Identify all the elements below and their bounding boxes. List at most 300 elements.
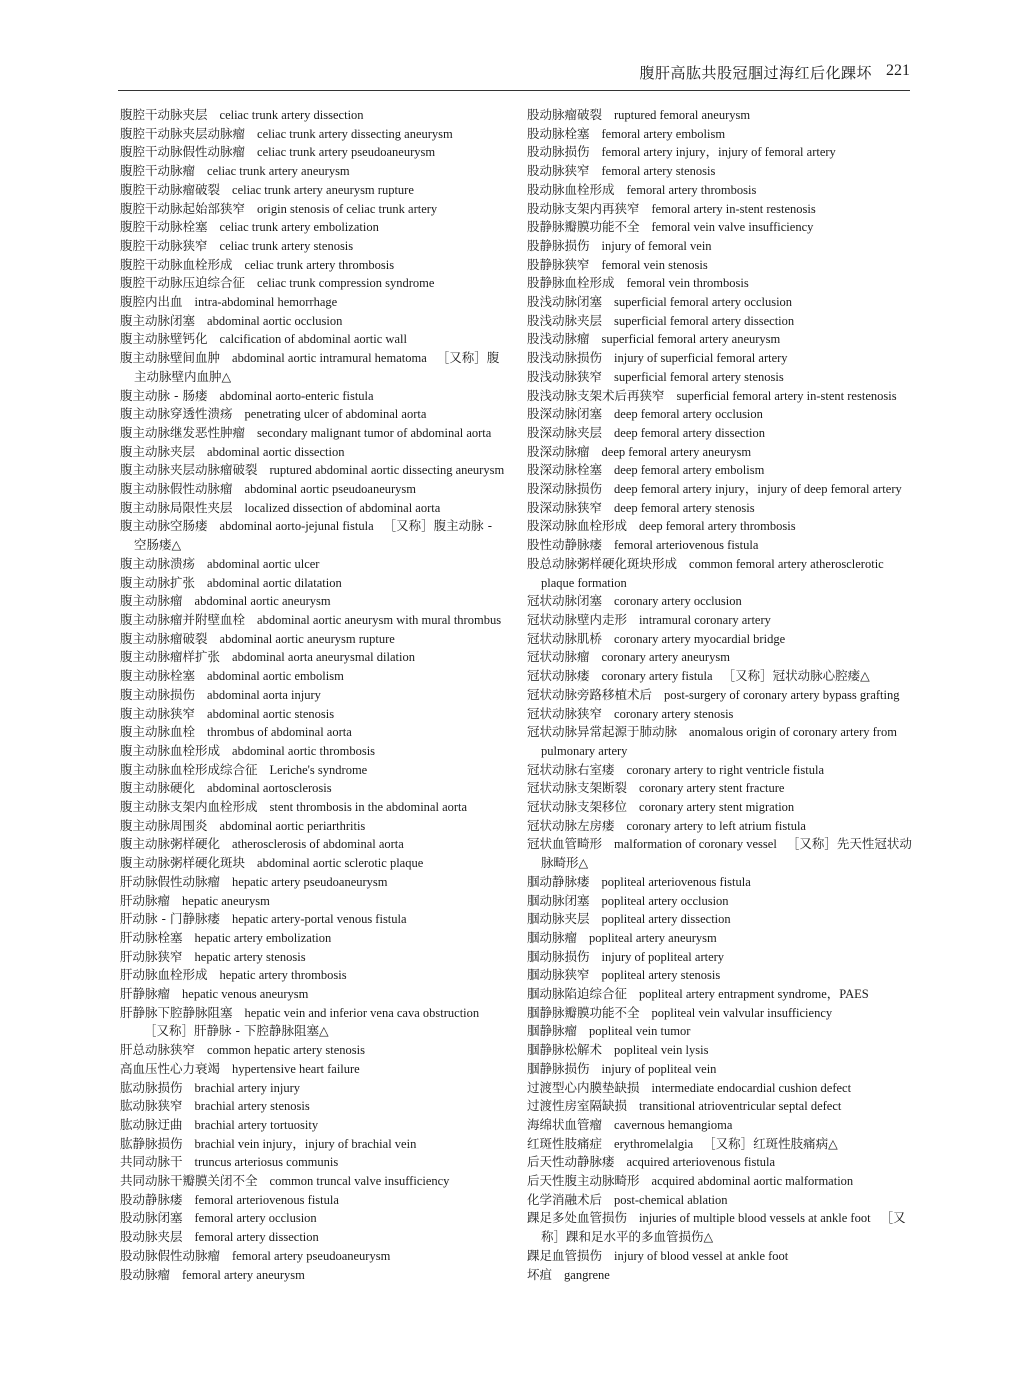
term-english: intra-abdominal hemorrhage (194, 295, 338, 310)
glossary-entry (527, 648, 915, 667)
glossary-entry (120, 985, 508, 1004)
glossary-entry (120, 162, 508, 181)
term-chinese: 肝动脉瘤 (120, 892, 171, 908)
term-chinese: 共同动脉干 (120, 1154, 183, 1170)
term-chinese: 腹主动脉溃疡 (120, 555, 196, 571)
term-chinese: 股性动静脉瘘 (527, 537, 603, 553)
glossary-entry (527, 256, 915, 275)
term-chinese: 股动脉损伤 (527, 144, 590, 160)
term-english: coronary artery fistula (601, 669, 713, 684)
term-english: injury of femoral vein (601, 238, 712, 253)
term-chinese: 腹腔干动脉栓塞 (120, 219, 208, 235)
term-chinese: 腘动静脉瘘 (527, 873, 590, 889)
term-chinese: 股静脉损伤 (527, 237, 590, 253)
glossary-entry (527, 143, 915, 162)
term-english: coronary artery stent fracture (639, 781, 785, 796)
term-chinese: 腘静脉松解术 (527, 1042, 603, 1058)
term-chinese: 肱静脉损伤 (120, 1135, 183, 1151)
glossary-entry (120, 181, 508, 200)
term-english: femoral artery embolism (601, 126, 726, 141)
term-english: deep femoral artery embolism (614, 463, 765, 478)
glossary-entry (120, 1135, 508, 1154)
glossary-entry (527, 1153, 915, 1172)
term-english: injury of superficial femoral artery (614, 351, 788, 366)
term-chinese: 股浅动脉狭窄 (527, 368, 603, 384)
glossary-entry (120, 817, 508, 836)
term-english: popliteal vein lysis (614, 1043, 709, 1058)
term-chinese: 股深动脉夹层 (527, 424, 603, 440)
term-english: post-surgery of coronary artery bypass grafting (664, 687, 900, 702)
glossary-entry (527, 330, 915, 349)
glossary-entry (120, 1041, 508, 1060)
term-english: abdominal aortic ulcer (207, 556, 320, 571)
term-chinese: 腹腔干动脉瘤破裂 (120, 181, 221, 197)
glossary-entry (120, 1247, 508, 1266)
glossary-entry (120, 555, 508, 574)
glossary-entry (527, 892, 915, 911)
term-chinese: 股浅动脉瘤 (527, 331, 590, 347)
term-chinese: 腹腔干动脉起始部狭窄 (120, 200, 246, 216)
term-english: coronary artery stent migration (639, 800, 795, 815)
glossary-entry (527, 218, 915, 237)
term-synonym: ［又称］踝和足水平的多血管损伤△ (541, 1210, 906, 1245)
term-english: atherosclerosis of abdominal aorta (232, 837, 404, 852)
glossary-entry (120, 218, 508, 237)
term-english: hepatic aneurysm (182, 893, 270, 908)
glossary-entry (527, 125, 915, 144)
glossary-entry (120, 106, 508, 125)
glossary-entry (120, 1209, 508, 1228)
term-chinese: 过渡型心内膜垫缺损 (527, 1079, 640, 1095)
term-english: femoral artery in-stent restenosis (651, 201, 816, 216)
glossary-entry (527, 611, 915, 630)
term-english: cavernous hemangioma (614, 1117, 733, 1132)
term-english: femoral artery injury，injury of femoral artery (601, 145, 836, 160)
term-chinese: 股动静脉瘘 (120, 1191, 183, 1207)
term-chinese: 腹主动脉栓塞 (120, 668, 196, 684)
glossary-entry (120, 742, 508, 761)
term-chinese: 腹主动脉瘤破裂 (120, 630, 208, 646)
term-chinese: 高血压性心力衰竭 (120, 1060, 221, 1076)
term-english: popliteal vein valvular insufficiency (651, 1005, 833, 1020)
term-chinese: 腹主动脉夹层动脉瘤破裂 (120, 462, 258, 478)
glossary-entry (527, 443, 915, 462)
term-chinese: 肱动脉狭窄 (120, 1098, 183, 1114)
term-english: celiac trunk artery thrombosis (244, 257, 395, 272)
term-english: acquired abdominal aortic malformation (651, 1174, 854, 1189)
glossary-entry (527, 1041, 915, 1060)
term-chinese: 共同动脉干瓣膜关闭不全 (120, 1173, 258, 1189)
glossary-entry (527, 1266, 915, 1285)
glossary-entry (120, 387, 508, 406)
term-chinese: 腹腔干动脉假性动脉瘤 (120, 144, 246, 160)
term-chinese: 海绵状血管瘤 (527, 1116, 603, 1132)
term-chinese: 肝动脉假性动脉瘤 (120, 873, 221, 889)
glossary-entry (120, 592, 508, 611)
glossary-entry (120, 929, 508, 948)
term-chinese: 腹主动脉扩张 (120, 574, 196, 590)
glossary-entry (527, 1116, 915, 1135)
term-chinese: 腹主动脉 - 肠瘘 (120, 387, 208, 403)
glossary-entry (527, 929, 915, 948)
glossary-entry (120, 686, 508, 705)
term-english: popliteal artery stenosis (601, 968, 721, 983)
glossary-entry (527, 1004, 915, 1023)
term-synonym: ［又称］肝静脉 - 下腔静脉阻塞△ (144, 1023, 329, 1039)
term-english: intermediate endocardial cushion defect (651, 1080, 852, 1095)
term-chinese: 腹主动脉粥样硬化 (120, 836, 221, 852)
glossary-entry (120, 705, 508, 724)
term-chinese: 冠状动脉瘘 (527, 668, 590, 684)
term-chinese: 股深动脉狭窄 (527, 499, 603, 515)
term-english: celiac trunk artery pseudoaneurysm (257, 145, 436, 160)
term-english: popliteal artery entrapment syndrome，PAES (639, 987, 869, 1002)
term-english: origin stenosis of celiac trunk artery (257, 201, 438, 216)
glossary-entry (527, 387, 915, 406)
glossary-entry (120, 424, 508, 443)
term-english: coronary artery to right ventricle fistula (626, 762, 825, 777)
term-chinese: 腹主动脉夹层 (120, 443, 196, 459)
term-chinese: 腹主动脉粥样硬化斑块 (120, 855, 246, 871)
term-chinese: 腹主动脉血栓 (120, 724, 196, 740)
term-english: hepatic artery pseudoaneurysm (232, 874, 388, 889)
glossary-entry (120, 1191, 508, 1210)
term-chinese: 肝动脉栓塞 (120, 929, 183, 945)
term-english: abdominal aortosclerosis (207, 781, 332, 796)
term-chinese: 腹主动脉瘤样扩张 (120, 649, 221, 665)
glossary-entry (527, 499, 915, 518)
glossary-entry (120, 611, 508, 630)
glossary-entry (120, 200, 508, 219)
term-chinese: 腹主动脉血栓形成综合征 (120, 761, 258, 777)
term-chinese: 股动脉瘤破裂 (527, 107, 603, 122)
term-english: ruptured femoral aneurysm (614, 108, 751, 122)
term-chinese: 腹腔干动脉血栓形成 (120, 256, 233, 272)
term-english: thrombus of abdominal aorta (207, 725, 352, 740)
glossary-entry (527, 1172, 915, 1191)
term-english: Leriche's syndrome (269, 762, 368, 777)
glossary-entry (527, 985, 915, 1004)
glossary-entry (527, 237, 915, 256)
term-english: hepatic vein and inferior vena cava obstruction (244, 1005, 480, 1020)
term-english: deep femoral artery dissection (614, 425, 765, 440)
glossary-entry (120, 761, 508, 780)
term-english: abdominal aortic periarthritis (219, 818, 366, 833)
term-chinese: 腘动脉瘤 (527, 929, 578, 945)
term-chinese: 腘动脉闭塞 (527, 892, 590, 908)
term-chinese: 冠状动脉支架断裂 (527, 780, 628, 796)
term-english: celiac trunk artery dissection (219, 108, 364, 122)
glossary-entry (120, 854, 508, 873)
term-chinese: 股动脉瘤 (120, 1266, 171, 1282)
glossary-entry (120, 143, 508, 162)
term-chinese: 肝静脉下腔静脉阻塞 (120, 1004, 233, 1020)
term-chinese: 腹主动脉周围炎 (120, 817, 208, 833)
term-chinese: 肱动脉损伤 (120, 1079, 183, 1095)
glossary-entry (120, 517, 508, 554)
glossary-entry (120, 480, 508, 499)
term-chinese: 后天性动静脉瘘 (527, 1154, 615, 1170)
term-chinese: 冠状动脉异常起源于肺动脉 (527, 724, 678, 740)
term-chinese: 腹主动脉穿透性溃疡 (120, 406, 233, 422)
glossary-entry (527, 1191, 915, 1210)
term-chinese: 腹腔内出血 (120, 294, 183, 310)
term-english: abdominal aortic thrombosis (232, 743, 376, 758)
term-chinese: 股静脉狭窄 (527, 256, 590, 272)
glossary-entry (527, 723, 915, 760)
term-chinese: 肝动脉血栓形成 (120, 967, 208, 983)
term-english: femoral vein thrombosis (626, 276, 749, 291)
term-chinese: 冠状动脉右室瘘 (527, 761, 615, 777)
glossary-entry (120, 948, 508, 967)
glossary-entry (527, 349, 915, 368)
term-chinese: 腹腔干动脉狭窄 (120, 237, 208, 253)
term-chinese: 腹主动脉瘤并附壁血栓 (120, 611, 246, 627)
term-chinese: 股动脉狭窄 (527, 163, 590, 179)
term-english: common femoral artery atherosclerotic plaque formation (541, 556, 884, 590)
glossary-entry (527, 798, 915, 817)
term-english: malformation of coronary vessel (614, 837, 777, 852)
term-english: brachial artery injury (194, 1080, 301, 1095)
glossary-entry (527, 873, 915, 892)
term-english: abdominal aorta aneurysmal dilation (232, 650, 415, 665)
term-english: brachial artery tortuosity (194, 1117, 319, 1132)
term-chinese: 后天性腹主动脉畸形 (527, 1173, 640, 1189)
glossary-entry (527, 200, 915, 219)
term-english: superficial femoral artery occlusion (614, 295, 793, 310)
term-chinese: 腹腔干动脉夹层 (120, 107, 208, 122)
term-chinese: 红斑性肢痛症 (527, 1135, 603, 1151)
glossary-entry (527, 312, 915, 331)
term-english: brachial artery stenosis (194, 1099, 310, 1114)
glossary-entry (527, 779, 915, 798)
term-english: abdominal aortic intramural hematoma (232, 351, 427, 366)
glossary-entry (527, 517, 915, 536)
glossary-entry (120, 892, 508, 911)
term-english: acquired arteriovenous fistula (626, 1155, 776, 1170)
glossary-entry (527, 480, 915, 499)
term-english: injury of blood vessel at ankle foot (614, 1248, 789, 1263)
term-chinese: 腹腔干动脉夹层动脉瘤 (120, 125, 246, 141)
term-english: injury of popliteal vein (601, 1061, 717, 1076)
right-column (527, 106, 915, 1284)
term-chinese: 肝动脉 - 门静脉瘘 (120, 911, 220, 927)
term-english: femoral artery thrombosis (626, 182, 757, 197)
term-english: celiac trunk artery dissecting aneurysm (257, 126, 453, 141)
term-english: hepatic artery-portal venous fistula (231, 912, 407, 927)
term-chinese: 腹主动脉继发恶性肿瘤 (120, 424, 246, 440)
term-english: femoral arteriovenous fistula (614, 538, 759, 553)
term-chinese: 冠状动脉壁内走形 (527, 611, 628, 627)
glossary-entry (120, 1172, 508, 1191)
term-english: abdominal aortic sclerotic plaque (257, 856, 424, 871)
running-title: 腹肝高肱共股冠腘过海红后化踝坏 (639, 64, 872, 82)
term-english: anomalous origin of coronary artery from pulmonary artery (541, 725, 897, 758)
page-number: 221 (886, 62, 910, 79)
term-chinese: 腹主动脉假性动脉瘤 (120, 481, 233, 497)
glossary-entry (527, 592, 915, 611)
glossary-entry (120, 648, 508, 667)
term-chinese: 踝足血管损伤 (527, 1247, 603, 1263)
term-english: popliteal arteriovenous fistula (601, 874, 751, 889)
term-english: abdominal aortic aneurysm (194, 594, 331, 609)
term-english: brachial vein injury，injury of brachial vein (194, 1136, 417, 1151)
left-column (120, 106, 508, 1284)
glossary-entry (120, 910, 508, 929)
term-chinese: 肝静脉瘤 (120, 986, 171, 1002)
term-chinese: 过渡性房室隔缺损 (527, 1098, 628, 1114)
glossary-entry (527, 461, 915, 480)
term-chinese: 股深动脉血栓形成 (527, 518, 628, 534)
glossary-entry (527, 293, 915, 312)
term-english: ruptured abdominal aortic dissecting aneurysm (269, 463, 505, 478)
term-english: celiac trunk artery aneurysm (207, 164, 350, 179)
glossary-entry (120, 667, 508, 686)
term-english: common hepatic artery stenosis (207, 1043, 365, 1058)
term-chinese: 腹主动脉壁钙化 (120, 331, 208, 347)
term-synonym: ［又称］腹主动脉壁内血肿△ (134, 350, 500, 384)
term-chinese: 冠状动脉狭窄 (527, 705, 603, 721)
glossary-entry (120, 312, 508, 331)
glossary-entry (527, 424, 915, 443)
glossary-entry (120, 873, 508, 892)
term-chinese: 股动脉闭塞 (120, 1210, 183, 1226)
glossary-entry (120, 405, 508, 424)
glossary-entry (527, 948, 915, 967)
term-english: popliteal artery aneurysm (589, 930, 717, 945)
term-english: abdominal aortic stenosis (207, 706, 335, 721)
term-english: abdominal aortic embolism (207, 669, 344, 684)
glossary-entry (120, 1097, 508, 1116)
glossary-entry (120, 1004, 508, 1041)
term-english: deep femoral artery stenosis (614, 500, 755, 515)
term-chinese: 腘动脉损伤 (527, 948, 590, 964)
term-chinese: 肝动脉狭窄 (120, 948, 183, 964)
term-english: femoral artery dissection (194, 1230, 319, 1245)
glossary-entry (527, 686, 915, 705)
term-english: celiac trunk artery aneurysm rupture (232, 182, 414, 197)
term-chinese: 冠状动脉闭塞 (527, 593, 603, 609)
term-chinese: 腹主动脉瘤 (120, 593, 183, 609)
term-chinese: 冠状动脉左房瘘 (527, 817, 615, 833)
term-chinese: 股深动脉栓塞 (527, 462, 603, 478)
glossary-entry (527, 162, 915, 181)
glossary-entry (120, 779, 508, 798)
term-english: celiac trunk artery stenosis (219, 238, 354, 253)
glossary-entry (527, 910, 915, 929)
glossary-entry (527, 106, 915, 125)
term-chinese: 腹腔干动脉压迫综合征 (120, 275, 246, 291)
glossary-entry (120, 330, 508, 349)
term-english: abdominal aortic occlusion (207, 313, 343, 328)
glossary-entry (527, 1247, 915, 1266)
term-english: celiac trunk compression syndrome (257, 276, 435, 291)
glossary-entry (120, 966, 508, 985)
term-english: deep femoral artery aneurysm (601, 444, 752, 459)
glossary-entry (527, 1135, 915, 1154)
term-chinese: 股浅动脉闭塞 (527, 294, 603, 310)
term-chinese: 腹主动脉损伤 (120, 686, 196, 702)
term-chinese: 腘静脉瘤 (527, 1023, 578, 1039)
term-synonym: ［又称］腹主动脉 - 空肠瘘△ (134, 518, 493, 553)
glossary-entry (120, 499, 508, 518)
term-english: gangrene (564, 1267, 610, 1282)
glossary-entry (527, 274, 915, 293)
term-english: popliteal vein tumor (589, 1024, 691, 1039)
term-chinese: 股浅动脉支架术后再狭窄 (527, 387, 665, 403)
term-english: hypertensive heart failure (232, 1061, 360, 1076)
term-chinese: 坏疽 (527, 1266, 553, 1282)
term-chinese: 腹主动脉闭塞 (120, 312, 196, 328)
glossary-entry (527, 817, 915, 836)
term-chinese: 腹主动脉狭窄 (120, 705, 196, 721)
term-english: intramural coronary artery (639, 612, 771, 627)
term-english: transitional atrioventricular septal defect (639, 1099, 842, 1114)
term-english: injuries of multiple blood vessels at ankle foot (639, 1211, 871, 1226)
term-english: common truncal valve insufficiency (269, 1174, 450, 1189)
glossary-entry (527, 1097, 915, 1116)
glossary-entry (527, 630, 915, 649)
term-chinese: 冠状动脉旁路移植术后 (527, 686, 653, 702)
glossary-entry (527, 368, 915, 387)
glossary-entry (120, 443, 508, 462)
term-chinese: 腘动脉狭窄 (527, 967, 590, 983)
term-english: abdominal aorto-jejunal fistula (219, 519, 374, 534)
glossary-entry (527, 667, 915, 686)
term-chinese: 冠状动脉支架移位 (527, 799, 628, 815)
term-chinese: 股浅动脉夹层 (527, 312, 603, 328)
term-chinese: 踝足多处血管损伤 (527, 1210, 628, 1226)
term-english: femoral arteriovenous fistula (194, 1192, 339, 1207)
glossary-entry (120, 630, 508, 649)
term-english: deep femoral artery occlusion (614, 407, 763, 422)
term-chinese: 股静脉瓣膜功能不全 (527, 219, 640, 235)
term-chinese: 腘动脉陷迫综合征 (527, 986, 628, 1002)
term-chinese: 化学消融术后 (527, 1191, 603, 1207)
term-english: abdominal aortic pseudoaneurysm (244, 482, 416, 497)
term-english: femoral vein valve insufficiency (651, 220, 814, 235)
glossary-entry (527, 1079, 915, 1098)
term-english: superficial femoral artery dissection (614, 313, 795, 328)
glossary-entry (527, 405, 915, 424)
term-chinese: 股动脉栓塞 (527, 125, 590, 141)
term-english: femoral artery aneurysm (182, 1267, 305, 1282)
term-english: deep femoral artery thrombosis (639, 519, 796, 534)
glossary-entry (120, 723, 508, 742)
glossary-entry (527, 966, 915, 985)
term-english: erythromelalgia (614, 1136, 694, 1151)
term-english: localized dissection of abdominal aorta (244, 500, 441, 515)
term-chinese: 腹主动脉空肠瘘 (120, 518, 208, 534)
glossary-entry (527, 705, 915, 724)
glossary-entry (527, 761, 915, 780)
term-synonym: ［又称］红斑性肢痛病△ (703, 1135, 838, 1151)
term-english: hepatic artery stenosis (194, 949, 306, 964)
glossary-entry (527, 1022, 915, 1041)
term-english: abdominal aortic dissection (207, 444, 345, 459)
term-english: stent thrombosis in the abdominal aorta (269, 800, 468, 815)
page-header (118, 62, 910, 91)
term-english: abdominal aortic aneurysm with mural thrombus (257, 612, 502, 627)
term-english: abdominal aortic dilatation (207, 575, 342, 590)
term-synonym: ［又称］冠状动脉心腔瘘△ (722, 668, 870, 684)
term-chinese: 股深动脉瘤 (527, 443, 590, 459)
term-english: penetrating ulcer of abdominal aorta (244, 407, 427, 422)
glossary-entry (120, 1228, 508, 1247)
term-chinese: 股浅动脉损伤 (527, 350, 603, 366)
term-chinese: 腹腔干动脉瘤 (120, 163, 196, 179)
term-chinese: 腹主动脉支架内血栓形成 (120, 799, 258, 815)
